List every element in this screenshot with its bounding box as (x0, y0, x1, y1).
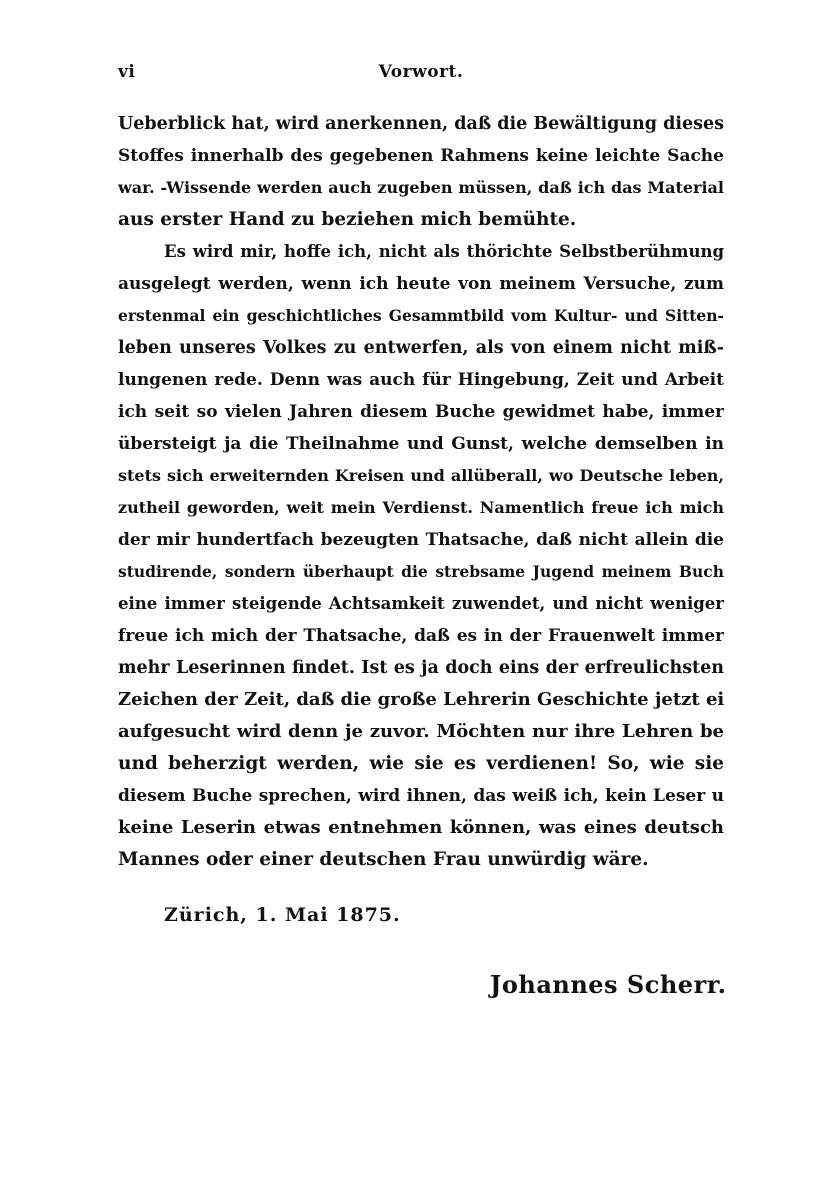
page-number: vi (118, 62, 136, 82)
text-line: keine Leserin etwas entnehmen können, was eines deutsch (118, 817, 724, 838)
author-signature: Johannes Scherr. (490, 970, 727, 999)
text-line: Ueberblick hat, wird anerkennen, daß die Bewältigung dieses (118, 114, 724, 134)
text-line: stets sich erweiternden Kreisen und allüberall, wo Deutsche leben, (118, 466, 724, 485)
page-header (118, 62, 724, 86)
preface-text (118, 108, 724, 876)
paragraph-start-line: Es wird mir, hoffe ich, nicht als thörichte Selbstberühmung (164, 242, 724, 261)
text-line: übersteigt ja die Theilnahme und Gunst, welche demselben in (118, 434, 724, 454)
running-head: Vorwort. (378, 62, 464, 82)
text-line: ich seit so vielen Jahren diesem Buche gewidmet habe, immer (118, 402, 724, 422)
text-line: und beherzigt werden, wie sie es verdienen! So, wie sie (118, 753, 724, 774)
text-line: freue ich mich der Thatsache, daß es in der Frauenwelt immer (118, 626, 724, 646)
text-line: zutheil geworden, weit mein Verdienst. Namentlich freue ich mich (118, 498, 724, 517)
text-line: studirende, sondern überhaupt die strebsame Jugend meinem Buch (118, 562, 724, 581)
text-line: erstenmal ein geschichtliches Gesammtbild vom Kultur- und Sitten- (118, 306, 724, 325)
text-line: war. -Wissende werden auch zugeben müssen, daß ich das Material (118, 178, 724, 197)
text-line: ausgelegt werden, wenn ich heute von meinem Versuche, zum (118, 274, 724, 294)
text-line: leben unseres Volkes zu entwerfen, als von einem nicht miß- (118, 338, 724, 358)
text-line: lungenen rede. Denn was auch für Hingebung, Zeit und Arbeit (118, 370, 724, 390)
text-line: mehr Leserinnen findet. Ist es ja doch eins der erfreulichsten (118, 658, 724, 678)
paragraph-end-line: Mannes oder einer deutschen Frau unwürdig wäre. (118, 849, 649, 870)
text-line: aufgesucht wird denn je zuvor. Möchten nur ihre Lehren be (118, 721, 724, 742)
text-line: Stoffes innerhalb des gegebenen Rahmens keine leichte Sache (118, 146, 724, 166)
text-line: der mir hundertfach bezeugten Thatsache, daß nicht allein die (118, 530, 724, 550)
text-line: eine immer steigende Achtsamkeit zuwendet, und nicht weniger (118, 594, 724, 613)
paragraph-end-line: aus erster Hand zu beziehen mich bemühte. (118, 209, 577, 230)
text-line: diesem Buche sprechen, wird ihnen, das weiß ich, kein Leser u (118, 786, 724, 806)
dateline: Zürich, 1. Mai 1875. (164, 904, 401, 926)
text-line: Zeichen der Zeit, daß die große Lehrerin Geschichte jetzt ei (118, 689, 724, 710)
